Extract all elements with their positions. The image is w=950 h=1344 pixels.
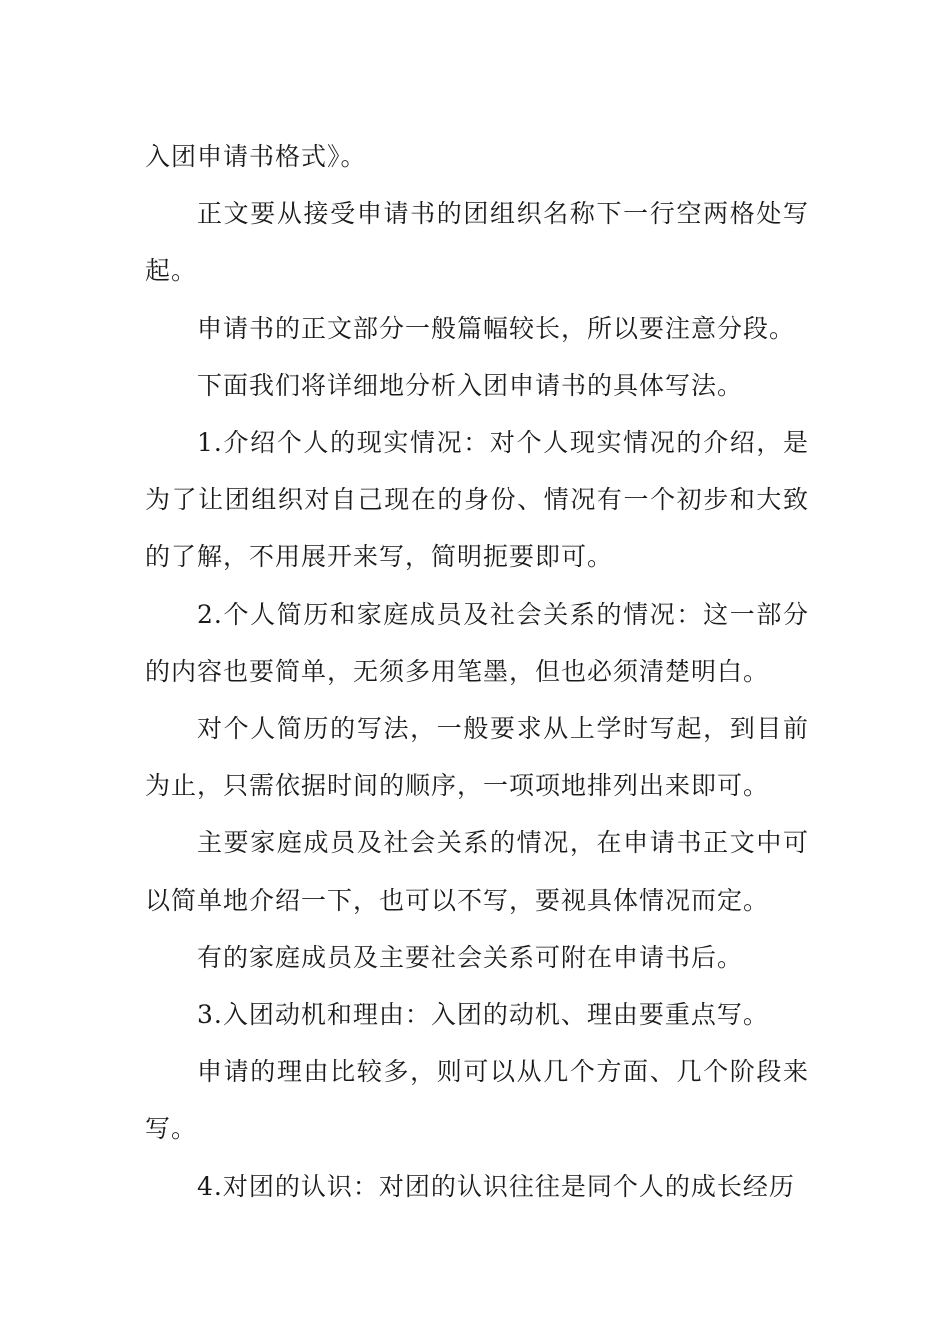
paragraph-2: 正文要从接受申请书的团组织名称下一行空两格处写起。 xyxy=(145,199,809,286)
paragraph-7: 对个人简历的写法，一般要求从上学时写起，到目前为止，只需依据时间的顺序，一项项地排列出来即可。 xyxy=(145,714,809,801)
paragraph-12: 4.对团的认识：对团的认识往往是同个人的成长经历 xyxy=(197,1171,795,1201)
paragraph-10: 3.入团动机和理由：入团的动机、理由要重点写。 xyxy=(197,1000,769,1030)
paragraph-8: 主要家庭成员及社会关系的情况，在申请书正文中可以简单地介绍一下，也可以不写，要视具体情况而定。 xyxy=(145,828,809,915)
paragraph-6: 2.个人简历和家庭成员及社会关系的情况：这一部分的内容也要简单，无须多用笔墨，但也必须清楚明白。 xyxy=(145,599,809,686)
paragraph-5: 1.介绍个人的现实情况：对个人现实情况的介绍，是为了让团组织对自己现在的身份、情况有一个初步和大致的了解，不用展开来写，简明扼要即可。 xyxy=(145,428,809,572)
paragraph-1: 入团申请书格式》。 xyxy=(145,142,367,171)
paragraph-11: 申请的理由比较多，则可以从几个方面、几个阶段来写。 xyxy=(145,1057,809,1144)
paragraph-4: 下面我们将详细地分析入团申请书的具体写法。 xyxy=(197,370,744,400)
body-text xyxy=(145,128,809,1215)
paragraph-3: 申请书的正文部分一般篇幅较长，所以要注意分段。 xyxy=(197,313,796,343)
paragraph-9: 有的家庭成员及主要社会关系可附在申请书后。 xyxy=(197,942,744,972)
